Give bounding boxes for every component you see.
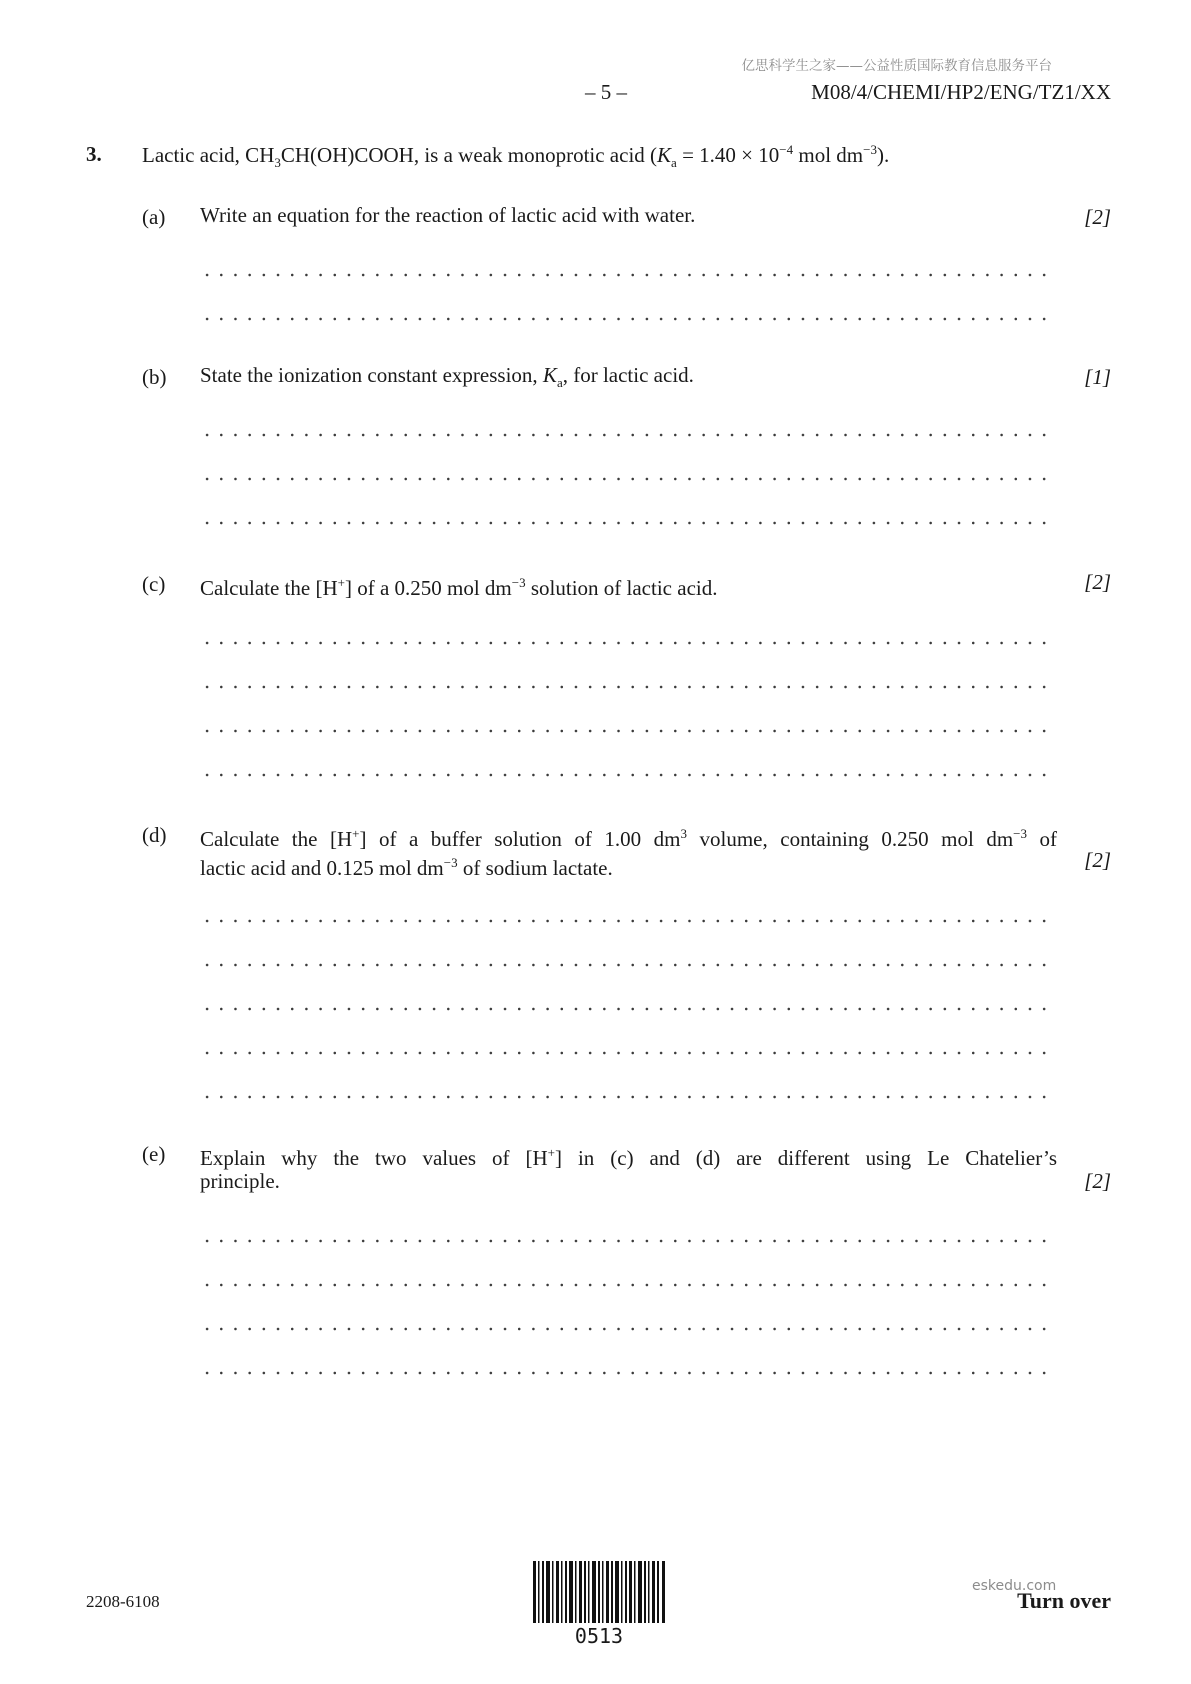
part-d-line2: lactic acid and 0.125 mol $dm^{-3}$ of sodium lactate. xyxy=(200,855,613,880)
part-c-marks: [2] xyxy=(1084,570,1111,594)
part-e-line2: principle. xyxy=(200,1169,280,1193)
part-d-marks: [2] xyxy=(1084,848,1111,872)
answer-line[interactable] xyxy=(200,1238,1052,1244)
part-c-text: Calculate the [H+] of a 0.250 mol $dm^{-3}$ solution of lactic acid. xyxy=(200,575,718,600)
paper-code: M08/4/CHEMI/HP2/ENG/TZ1/XX xyxy=(811,80,1111,104)
answer-line[interactable] xyxy=(200,640,1052,646)
answer-line[interactable] xyxy=(200,1370,1052,1376)
part-e-label: (e) xyxy=(142,1142,166,1166)
answer-line[interactable] xyxy=(200,1282,1052,1288)
header-watermark: 亿思科学生之家——公益性质国际教育信息服务平台 xyxy=(741,58,1052,74)
question-stem: Lactic acid, $CH_3CH(OH)COOH$, is a weak monoprotic acid ($K_a = 1.40 \times 10^{-4}$ mol $dm^{-3}$). xyxy=(142,142,890,171)
part-d-line1: Calculate the [H+] of a buffer solution of 1.00 $dm^3$ volume, containing 0.250 mol $dm^{-3}$ of xyxy=(200,826,1058,851)
answer-line[interactable] xyxy=(200,272,1052,278)
answer-line[interactable] xyxy=(200,432,1052,438)
answer-line[interactable] xyxy=(200,684,1052,690)
part-b-marks: [1] xyxy=(1084,365,1111,389)
part-c-label: (c) xyxy=(142,572,166,596)
answer-line[interactable] xyxy=(200,316,1052,322)
answer-line[interactable] xyxy=(200,476,1052,482)
question-number: 3. xyxy=(86,142,102,166)
answer-line[interactable] xyxy=(200,962,1052,968)
part-b-text: State the ionization constant expression, $K_a$, for lactic acid. xyxy=(200,363,694,391)
part-e-marks: [2] xyxy=(1084,1169,1111,1193)
answer-line[interactable] xyxy=(200,1050,1052,1056)
page-number: – 5 – xyxy=(585,80,627,104)
part-a-marks: [2] xyxy=(1084,205,1111,229)
part-b-label: (b) xyxy=(142,365,167,389)
part-a-label: (a) xyxy=(142,205,166,229)
part-a-text: Write an equation for the reaction of lactic acid with water. xyxy=(200,203,696,227)
footer-code: 2208-6108 xyxy=(86,1592,160,1611)
part-d-label: (d) xyxy=(142,823,167,847)
answer-line[interactable] xyxy=(200,1006,1052,1012)
part-e-line1: Explain why the two values of [H+] in (c) and (d) are different using Le Chatelier’s xyxy=(200,1145,1057,1170)
answer-line[interactable] xyxy=(200,918,1052,924)
answer-line[interactable] xyxy=(200,520,1052,526)
footer-watermark: eskedu.com xyxy=(972,1578,1057,1594)
answer-line[interactable] xyxy=(200,1326,1052,1332)
answer-line[interactable] xyxy=(200,1094,1052,1100)
turn-over-label: Turn over xyxy=(1017,1588,1111,1613)
answer-line[interactable] xyxy=(200,728,1052,734)
barcode-icon xyxy=(533,1561,665,1623)
answer-line[interactable] xyxy=(200,772,1052,778)
barcode-number: 0513 xyxy=(574,1624,624,1648)
